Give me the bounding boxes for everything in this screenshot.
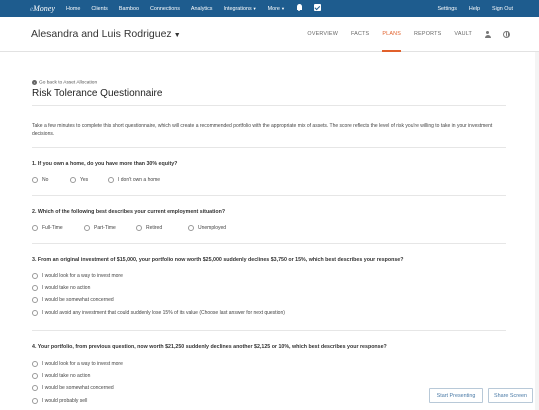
radio-button[interactable] [136, 225, 142, 231]
nav-help[interactable]: Help [468, 5, 481, 12]
q2-option-unemployed[interactable]: Unemployed [188, 225, 226, 231]
nav-more[interactable]: More▼ [267, 5, 285, 12]
caret-down-icon: ▼ [173, 32, 181, 39]
question-4-options [32, 358, 123, 407]
q4-option-invest-more[interactable]: I would look for a way to invest more [32, 358, 123, 370]
nav-bamboo[interactable]: Bamboo [118, 5, 139, 12]
radio-button[interactable] [32, 310, 38, 316]
divider [32, 330, 506, 331]
q2-option-full-time[interactable]: Full-Time [32, 225, 84, 231]
q3-option-invest-more[interactable]: I would look for a way to invest more [32, 270, 285, 282]
radio-button[interactable] [32, 297, 38, 303]
q4-option-probably-sell[interactable]: I would probably sell [32, 395, 123, 407]
q2-option-retired[interactable]: Retired [136, 225, 188, 231]
divider [32, 195, 506, 196]
intro-text: Take a few minutes to complete this short questionnaire, which will create a recommended portfolio with the appropriate mix of assets. The score reflects the level of risk you're willing to take in your investment decisions. [32, 123, 493, 137]
tab-facts[interactable]: FACTS [350, 31, 370, 37]
start-presenting-button[interactable]: Start Presenting [429, 388, 483, 403]
q1-option-no-home[interactable]: I don't own a home [108, 177, 160, 183]
q1-option-no[interactable]: No [32, 177, 70, 183]
q1-option-yes[interactable]: Yes [70, 177, 108, 183]
question-1-options [32, 177, 160, 183]
tab-plans[interactable]: PLANS [382, 17, 401, 52]
radio-button[interactable] [32, 273, 38, 279]
divider [32, 147, 506, 148]
question-3-options [32, 270, 285, 319]
question-2: 2. Which of the following best describes your current employment situation? [32, 209, 226, 215]
divider [32, 105, 506, 106]
q3-option-avoid-investment[interactable]: I would avoid any investment that could suddenly lose 15% of its value (Choose last answer for next question) [32, 307, 285, 319]
divider [32, 243, 506, 244]
radio-button[interactable] [108, 177, 114, 183]
globe-icon[interactable] [503, 31, 510, 38]
client-name-dropdown[interactable]: Alesandra and Luis Rodriguez ▼ [31, 28, 181, 40]
q2-option-part-time[interactable]: Part-Time [84, 225, 136, 231]
radio-button[interactable] [84, 225, 90, 231]
nav-settings[interactable]: Settings [437, 5, 457, 12]
q3-option-somewhat-concerned[interactable]: I would be somewhat concerned [32, 294, 285, 306]
q4-option-no-action[interactable]: I would take no action [32, 370, 123, 382]
caret-down-icon: ▼ [252, 5, 257, 11]
page-title: Risk Tolerance Questionnaire [32, 88, 163, 99]
nav-connections[interactable]: Connections [149, 5, 180, 12]
bell-icon[interactable] [296, 4, 303, 13]
nav-home[interactable]: Home [66, 5, 81, 12]
client-header [0, 17, 539, 52]
question-1: 1. If you own a home, do you have more than 30% equity? [32, 161, 178, 167]
q4-option-somewhat-concerned[interactable]: I would be somewhat concerned [32, 382, 123, 394]
nav-integrations[interactable]: Integrations▼ [223, 5, 257, 12]
tab-reports[interactable]: REPORTS [414, 31, 442, 37]
q3-option-no-action[interactable]: I would take no action [32, 282, 285, 294]
radio-button[interactable] [32, 398, 38, 404]
back-arrow-icon: ‹ [33, 80, 36, 85]
radio-button[interactable] [188, 225, 194, 231]
question-3: 3. From an original investment of $15,000, your portfolio now worth $25,000 suddenly declines $3,750 or 15%, which best describes your response? [32, 257, 404, 263]
emoney-logo[interactable]: eMoney [30, 4, 55, 13]
top-navigation-bar [0, 0, 539, 17]
radio-button[interactable] [32, 385, 38, 391]
question-4: 4. Your portfolio, from previous question, now worth $21,250 suddenly declines another $2,125 or 10%, which best describes your response? [32, 344, 387, 350]
caret-down-icon: ▼ [280, 5, 285, 11]
radio-button[interactable] [32, 361, 38, 367]
share-screen-button[interactable]: Share Screen [488, 388, 533, 403]
radio-button[interactable] [32, 177, 38, 183]
person-icon[interactable] [484, 31, 491, 38]
radio-button[interactable] [32, 373, 38, 379]
checkbox-icon[interactable] [314, 4, 321, 13]
radio-button[interactable] [70, 177, 76, 183]
nav-sign-out[interactable]: Sign Out [492, 5, 513, 12]
question-2-options [32, 225, 226, 231]
scrollbar[interactable] [535, 52, 539, 410]
client-tabs [294, 17, 510, 52]
radio-button[interactable] [32, 225, 38, 231]
nav-clients[interactable]: Clients [91, 5, 108, 12]
radio-button[interactable] [32, 285, 38, 291]
nav-analytics[interactable]: Analytics [190, 5, 213, 12]
back-to-asset-allocation-link[interactable]: ‹ Go back to Asset Allocation [33, 80, 98, 86]
tab-overview[interactable]: OVERVIEW [307, 31, 338, 37]
tab-vault[interactable]: VAULT [454, 31, 472, 37]
